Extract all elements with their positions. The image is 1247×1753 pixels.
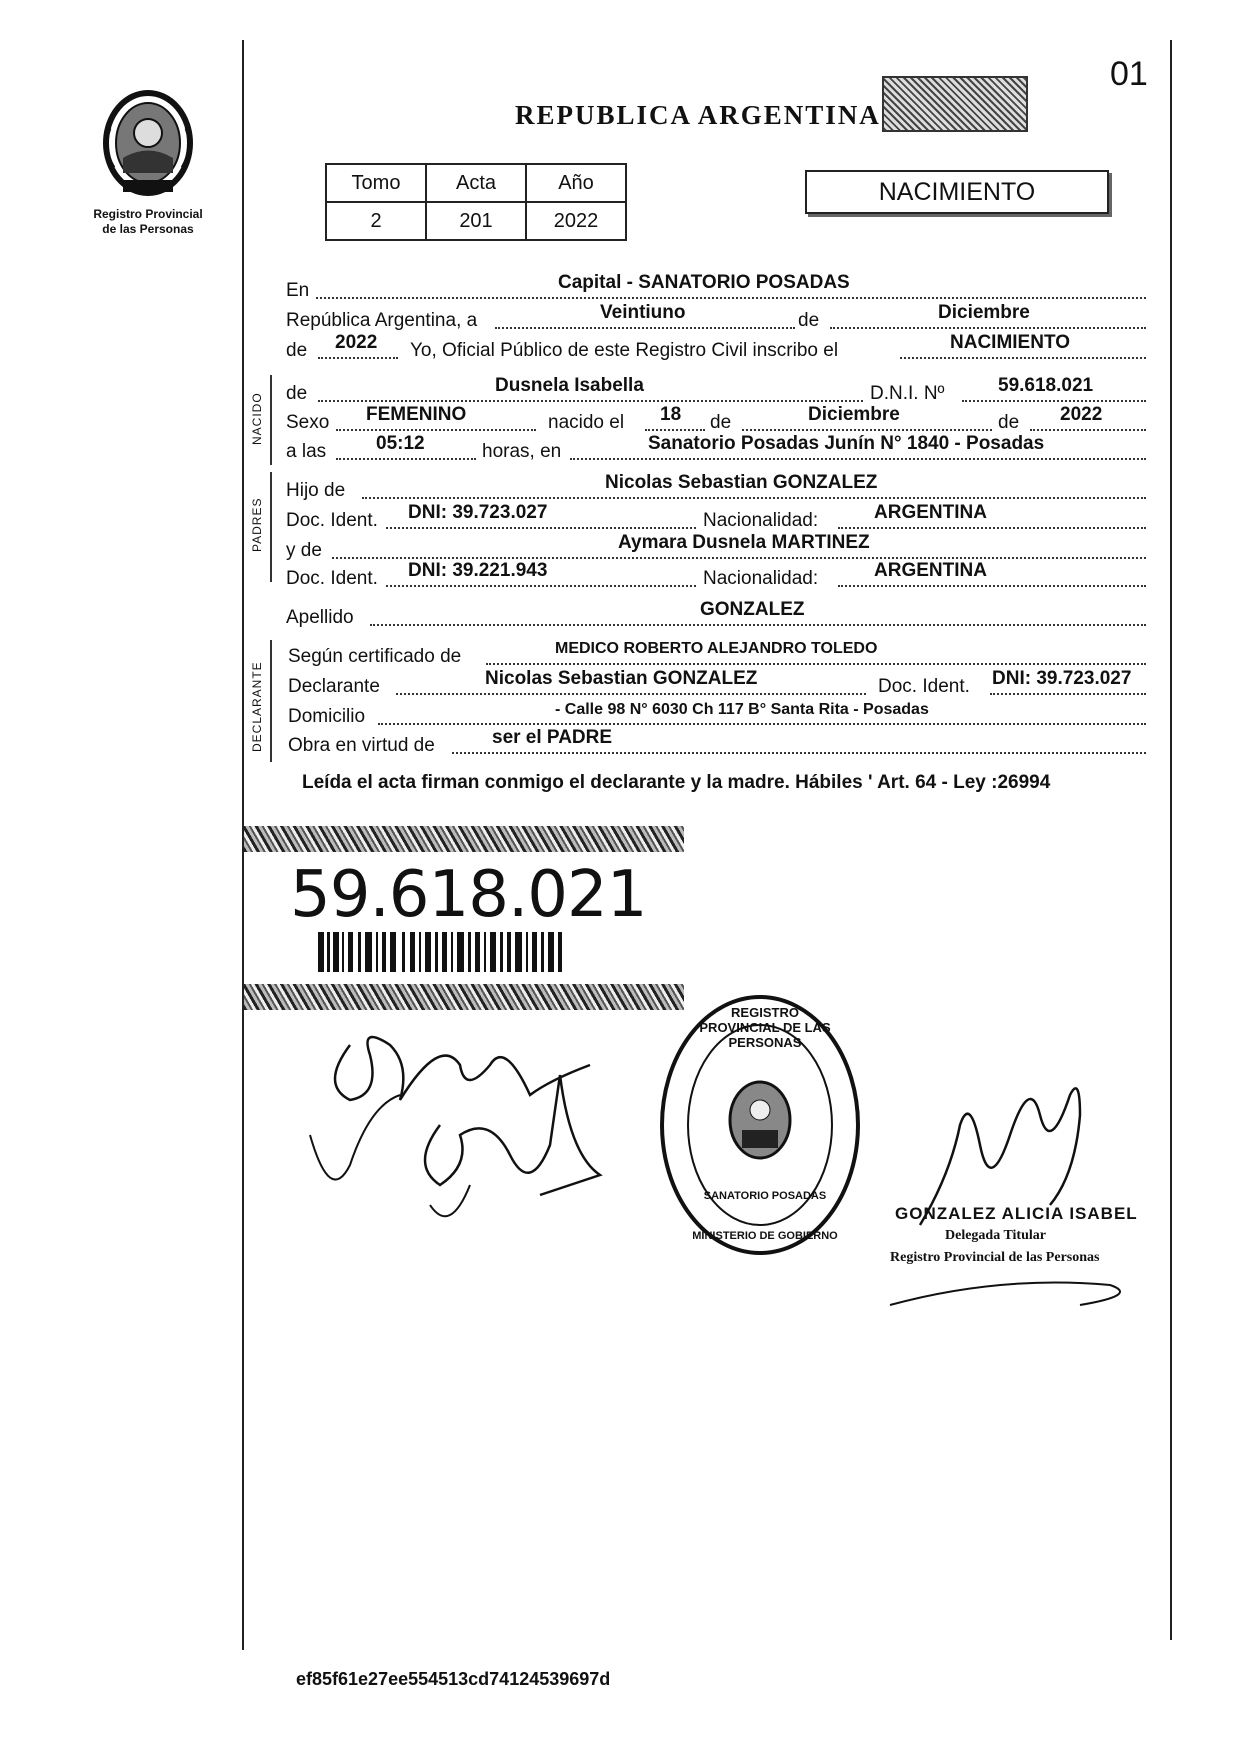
- label-horas-en: horas, en: [482, 441, 562, 462]
- label-y-de: y de: [286, 540, 322, 561]
- label-dni: D.N.I. Nº: [870, 383, 945, 404]
- dots-sexo: [336, 429, 536, 431]
- declarante-section-line: [270, 640, 272, 762]
- dots-apellido: [370, 624, 1146, 626]
- value-sexo: FEMENINO: [366, 404, 467, 425]
- dots-padre: [362, 497, 1146, 499]
- acta-table: [325, 163, 627, 241]
- big-dni-number: 59.618.021: [290, 858, 647, 932]
- value-hora: 05:12: [376, 433, 425, 454]
- stamp-outer-text: REGISTRO PROVINCIAL DE LAS PERSONAS: [699, 1005, 831, 1050]
- acta-header-anio: Año: [526, 164, 626, 202]
- padres-section-line: [270, 472, 272, 582]
- label-republica: República Argentina, a: [286, 310, 478, 331]
- label-sexo: Sexo: [286, 412, 330, 433]
- country-title: REPUBLICA ARGENTINA: [515, 100, 881, 130]
- document-hash: ef85f61e27ee554513cd74124539697d: [296, 1669, 611, 1689]
- value-nac-mes: Diciembre: [808, 404, 900, 425]
- logo-caption-line-1: Registro Provincial: [93, 207, 203, 221]
- stamp-bottom-text: MINISTERIO DE GOBIERNO: [692, 1230, 838, 1242]
- logo-caption: [88, 207, 208, 237]
- value-apellido: GONZALEZ: [700, 599, 805, 620]
- value-obra: ser el PADRE: [492, 727, 613, 748]
- label-nac-padre: Nacionalidad:: [703, 510, 819, 531]
- dots-nac-madre: [838, 585, 1146, 587]
- value-certificado: MEDICO ROBERTO ALEJANDRO TOLEDO: [555, 640, 878, 657]
- label-nac-de2: de: [998, 412, 1020, 433]
- misiones-seal-icon: [93, 88, 203, 198]
- dots-hora: [336, 458, 476, 460]
- acta-header-tomo: Tomo: [326, 164, 426, 202]
- value-madre: Aymara Dusnela MARTINEZ: [618, 532, 870, 553]
- nacido-section-line: [270, 375, 272, 465]
- label-doc-madre: Doc. Ident.: [286, 568, 378, 589]
- value-nac-dia: 18: [660, 404, 682, 425]
- value-nac-madre: ARGENTINA: [874, 560, 987, 581]
- dots-declarante: [396, 693, 866, 695]
- stamp-inner-text: SANATORIO POSADAS: [703, 1190, 827, 1202]
- province-logo: [88, 88, 208, 237]
- value-doc-padre: DNI: 39.723.027: [408, 502, 548, 523]
- signature-declarante-icon: [290, 1005, 630, 1235]
- dots-nombre: [318, 400, 863, 402]
- padres-section-label: PADRES: [250, 497, 264, 552]
- dots-mes: [830, 327, 1146, 329]
- signatory-role: Delegada Titular: [945, 1228, 1046, 1243]
- label-apellido: Apellido: [286, 607, 354, 628]
- value-declarante: Nicolas Sebastian GONZALEZ: [485, 668, 758, 689]
- value-nac-padre: ARGENTINA: [874, 502, 987, 523]
- label-obra: Obra en virtud de: [288, 735, 435, 756]
- value-mes: Diciembre: [938, 302, 1030, 323]
- dots-madre: [332, 557, 1146, 559]
- signatory-name: GONZALEZ ALICIA ISABEL: [895, 1204, 1138, 1223]
- dots-decl-doc: [990, 693, 1146, 695]
- dots-dia: [495, 327, 795, 329]
- value-dia: Veintiuno: [600, 302, 686, 323]
- label-alas: a las: [286, 441, 327, 462]
- right-margin-line: [1170, 40, 1172, 1640]
- dots-anio: [318, 357, 398, 359]
- value-padre: Nicolas Sebastian GONZALEZ: [605, 472, 878, 493]
- label-de-mes: de: [798, 310, 820, 331]
- dots-lugar-nac: [570, 458, 1146, 460]
- value-doc-madre: DNI: 39.221.943: [408, 560, 548, 581]
- label-decl-doc: Doc. Ident.: [878, 676, 970, 697]
- value-domicilio: - Calle 98 N° 6030 Ch 117 B° Santa Rita - Posadas: [555, 701, 929, 718]
- page-number: 01: [1110, 55, 1148, 93]
- acta-value-anio: 2022: [526, 202, 626, 240]
- nacido-section-label: NACIDO: [250, 392, 264, 445]
- dots-nac-dia: [645, 429, 705, 431]
- barcode-icon: [318, 932, 568, 972]
- record-type-box: NACIMIENTO: [805, 170, 1109, 214]
- label-nac-madre: Nacionalidad:: [703, 568, 819, 589]
- dots-doc-madre: [386, 585, 696, 587]
- value-dni: 59.618.021: [998, 375, 1094, 396]
- security-stamp-icon: [882, 76, 1028, 132]
- dots-obra: [452, 752, 1146, 754]
- dots-nac-anio: [1030, 429, 1146, 431]
- label-domicilio: Domicilio: [288, 706, 366, 727]
- security-band-top: [244, 826, 684, 852]
- label-de-anio: de: [286, 340, 308, 361]
- label-hijo-de: Hijo de: [286, 480, 346, 501]
- dots-certificado: [486, 663, 1146, 665]
- label-nacido-el: nacido el: [548, 412, 625, 433]
- logo-caption-line-2: de las Personas: [102, 222, 194, 236]
- label-declarante: Declarante: [288, 676, 380, 697]
- label-certificado: Según certificado de: [288, 646, 462, 667]
- label-nac-de1: de: [710, 412, 732, 433]
- signatory-organization: Registro Provincial de las Personas: [890, 1250, 1100, 1265]
- dots-tipo: [900, 357, 1146, 359]
- acta-value-acta: 201: [426, 202, 526, 240]
- label-nombre: de: [286, 383, 308, 404]
- signature-official-icon: [880, 1055, 1160, 1315]
- dots-domicilio: [378, 723, 1146, 725]
- acta-header-acta: Acta: [426, 164, 526, 202]
- value-nac-anio: 2022: [1060, 404, 1103, 425]
- label-oficial: Yo, Oficial Público de este Registro Civil inscribo el: [410, 340, 839, 361]
- label-doc-padre: Doc. Ident.: [286, 510, 378, 531]
- value-decl-doc: DNI: 39.723.027: [992, 668, 1132, 689]
- declarante-section-label: DECLARANTE: [250, 661, 264, 752]
- value-nombre: Dusnela Isabella: [495, 375, 644, 396]
- dots-nac-padre: [838, 527, 1146, 529]
- value-lugar: Capital - SANATORIO POSADAS: [558, 272, 850, 293]
- value-tipo: NACIMIENTO: [950, 332, 1070, 353]
- dots-nac-mes: [742, 429, 992, 431]
- closing-text: Leída el acta firman conmigo el declarante y la madre. Hábiles ' Art. 64 - Ley :26994: [302, 772, 1051, 793]
- acta-value-tomo: 2: [326, 202, 426, 240]
- dots-doc-padre: [386, 527, 696, 529]
- value-lugar-nac: Sanatorio Posadas Junín N° 1840 - Posadas: [648, 433, 1045, 454]
- dots-dni: [962, 400, 1146, 402]
- dots-lugar: [316, 297, 1146, 299]
- label-en: En: [286, 280, 310, 301]
- value-anio: 2022: [335, 332, 378, 353]
